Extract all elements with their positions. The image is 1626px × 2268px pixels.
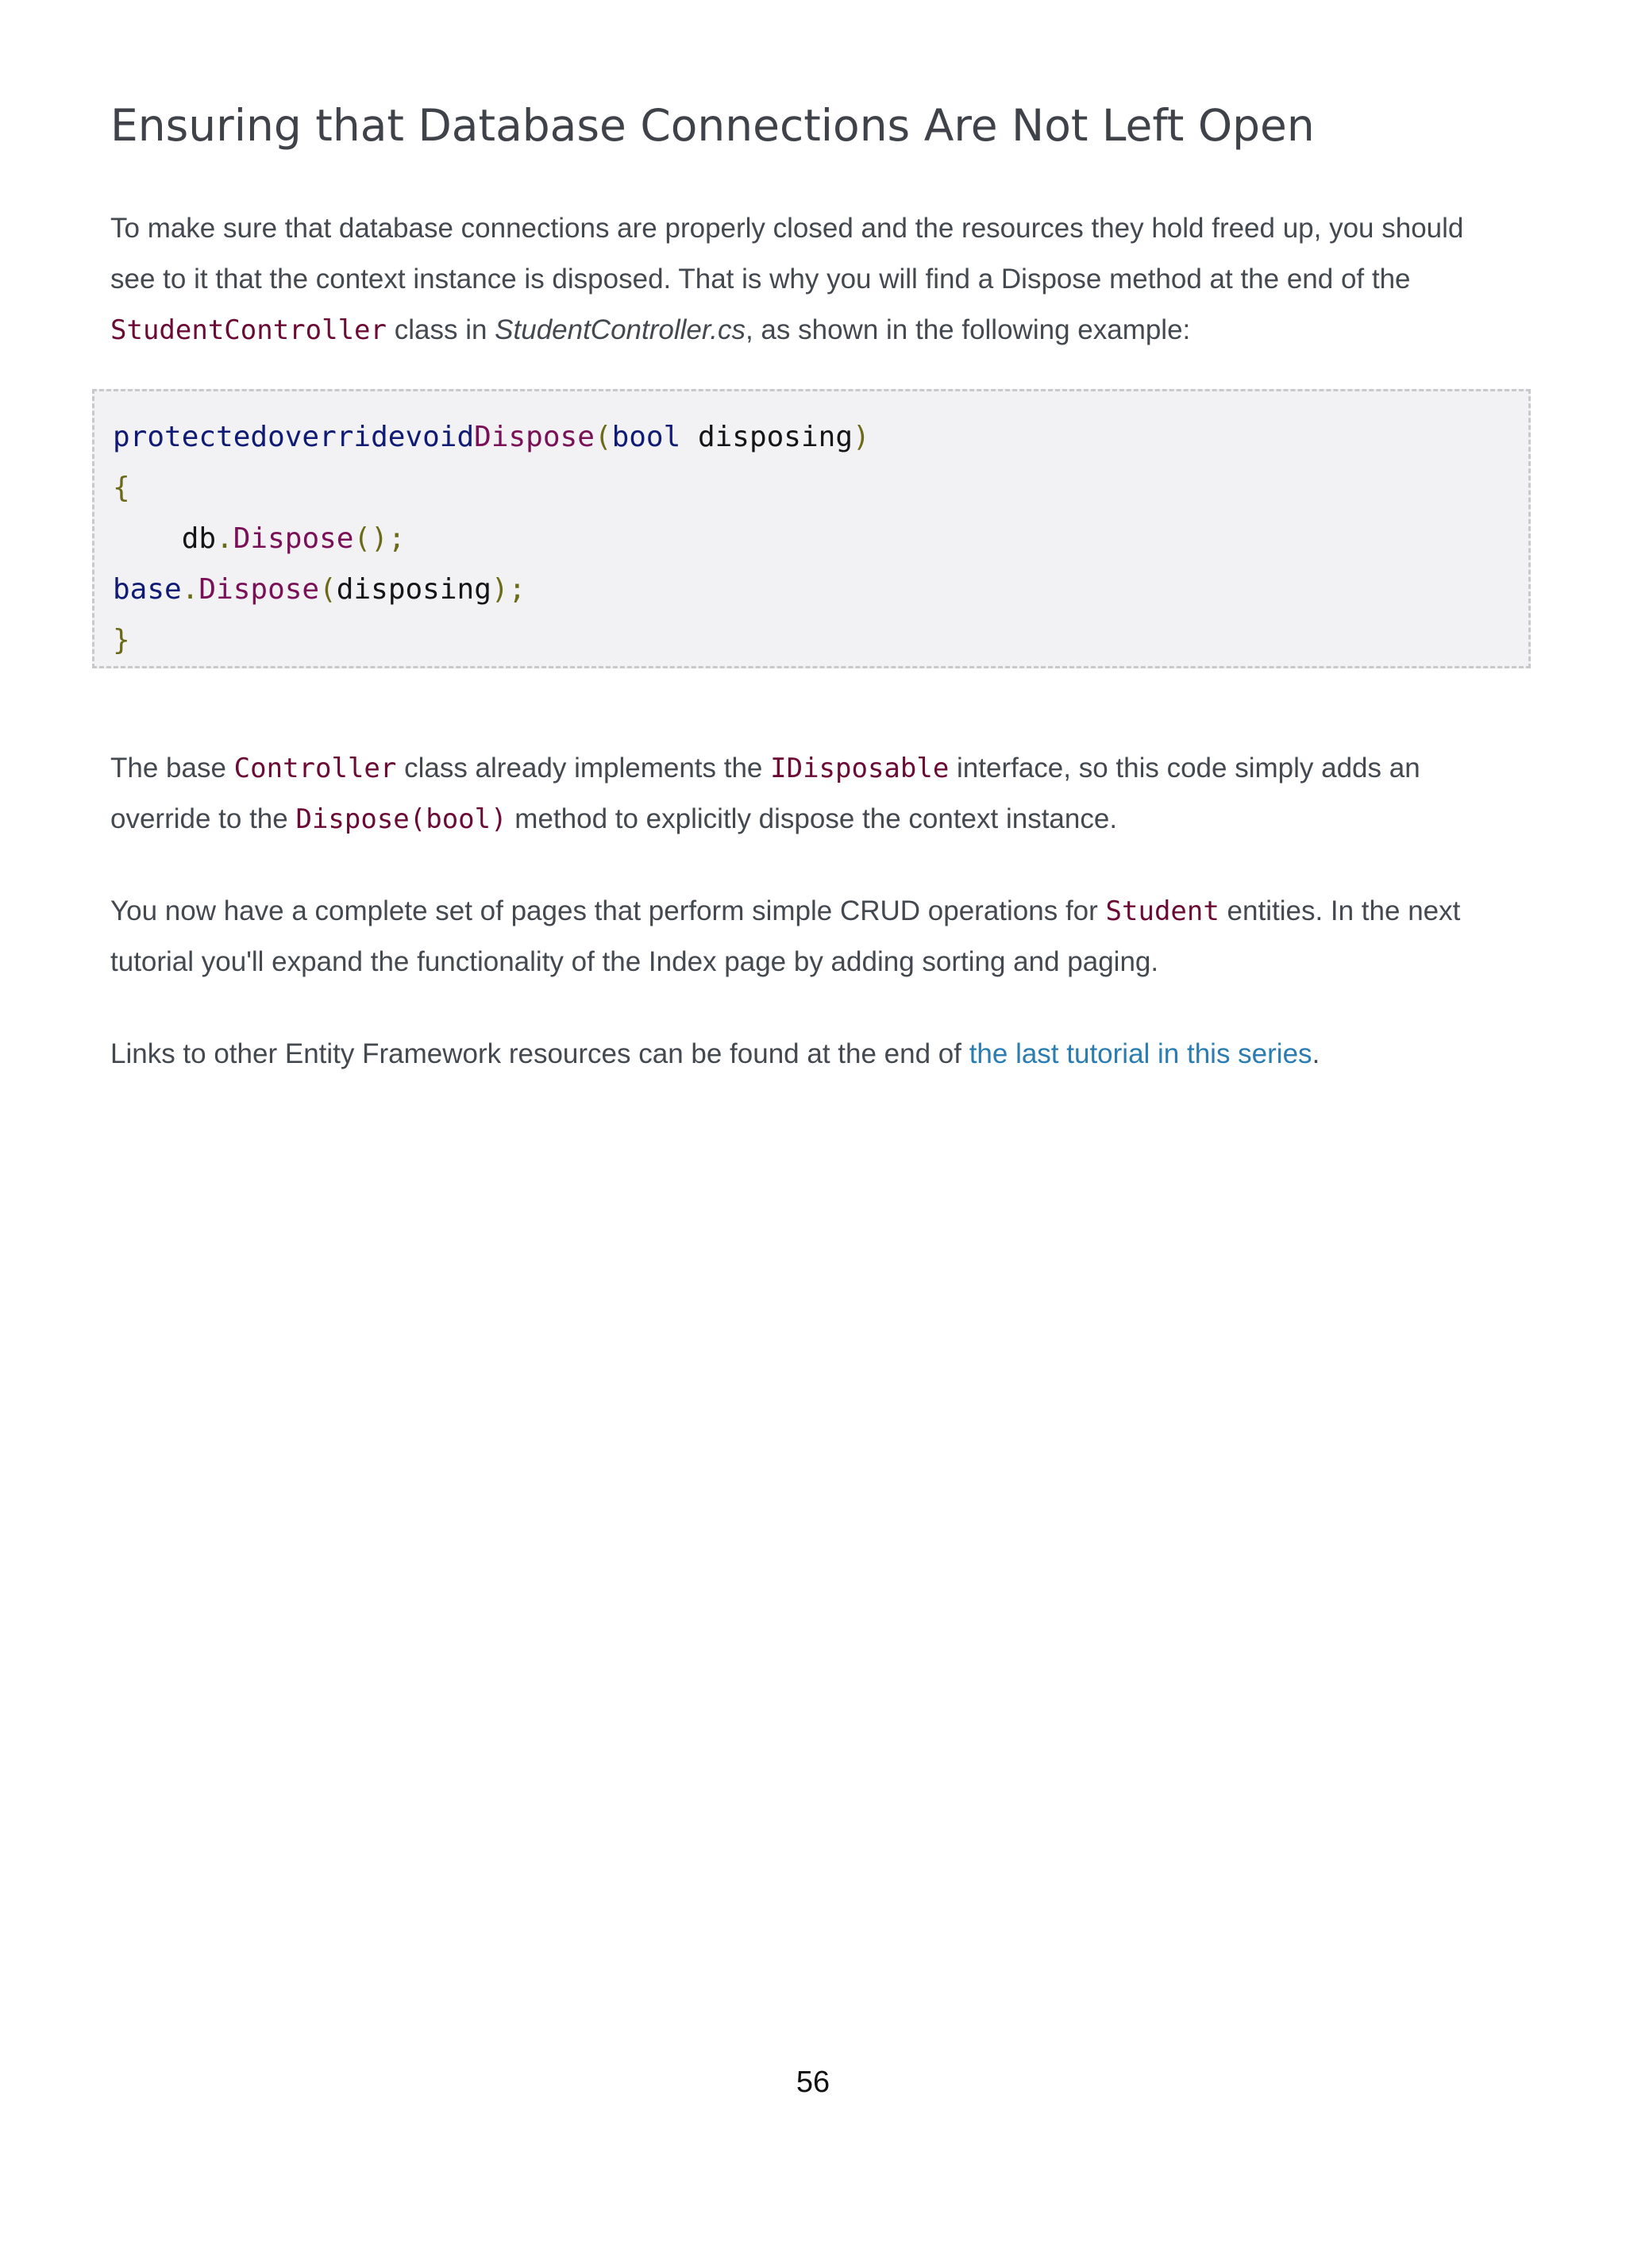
para2-text: interface, so this code simply adds an xyxy=(949,753,1420,784)
para4-text: Links to other Entity Framework resources can be found at the end of xyxy=(110,1038,969,1069)
code-paren: ( xyxy=(594,421,612,453)
para2-text: method to explicitly dispose the context instance. xyxy=(507,803,1118,834)
inline-code-student-controller: StudentController xyxy=(110,314,387,346)
inline-code-idisposable: IDisposable xyxy=(770,753,950,784)
code-object: db xyxy=(181,522,217,555)
section-heading: Ensuring that Database Connections Are Not Left Open xyxy=(110,100,1315,151)
para3-text: entities. In the next xyxy=(1219,895,1461,926)
para3-line-2: tutorial you'll expand the functionality of the Index page by adding sorting and paging. xyxy=(110,946,1159,977)
intro-line-1: To make sure that database connections are properly closed and the resources they hold freed up, you should xyxy=(110,213,1464,244)
code-paren: ) xyxy=(853,421,870,453)
code-keywords: protectedoverridevoid xyxy=(113,421,475,453)
para3-line-1 xyxy=(110,886,1460,937)
page-number: 56 xyxy=(796,2066,830,2099)
code-method: Dispose xyxy=(198,573,320,606)
para4 xyxy=(110,1029,1320,1080)
code-line-5 xyxy=(113,615,130,666)
code-block xyxy=(92,389,1531,668)
code-method: Dispose xyxy=(474,421,595,453)
intro-line-2: see to it that the context instance is disposed. That is why you will find a Dispose method at the end of the xyxy=(110,264,1411,295)
last-tutorial-link[interactable]: the last tutorial in this series xyxy=(969,1038,1312,1069)
code-line-4 xyxy=(113,564,526,615)
code-line-1 xyxy=(113,412,870,463)
para2-text: class already implements the xyxy=(396,753,771,784)
code-brace: } xyxy=(113,624,130,657)
inline-code-dispose-bool: Dispose(bool) xyxy=(295,803,507,835)
para2-text: The base xyxy=(110,753,234,784)
code-punct: (); xyxy=(353,522,406,555)
code-indent xyxy=(113,522,182,555)
intro-line-3 xyxy=(110,305,1190,356)
code-brace: { xyxy=(113,472,130,504)
code-arg: disposing xyxy=(336,573,491,606)
code-paren: ( xyxy=(319,573,337,606)
para2-text: override to the xyxy=(110,803,296,834)
code-line-2 xyxy=(113,463,130,514)
code-method: Dispose xyxy=(233,522,354,555)
code-dot: . xyxy=(216,522,233,555)
para3-text: You now have a complete set of pages that perform simple CRUD operations for xyxy=(110,895,1106,926)
para4-text: . xyxy=(1312,1038,1320,1069)
intro-text-end: , as shown in the following example: xyxy=(745,314,1191,345)
code-dot: . xyxy=(181,573,199,606)
inline-code-student: Student xyxy=(1105,895,1220,927)
file-name: StudentController.cs xyxy=(495,314,746,345)
code-param: disposing xyxy=(680,421,853,453)
code-punct: ); xyxy=(491,573,526,606)
code-line-3 xyxy=(113,514,406,564)
para2-line-1 xyxy=(110,743,1420,794)
intro-text: class in xyxy=(387,314,495,345)
para2-line-2 xyxy=(110,794,1117,845)
code-keyword: base xyxy=(113,573,182,606)
code-type: bool xyxy=(611,421,681,453)
inline-code-controller: Controller xyxy=(233,753,397,784)
